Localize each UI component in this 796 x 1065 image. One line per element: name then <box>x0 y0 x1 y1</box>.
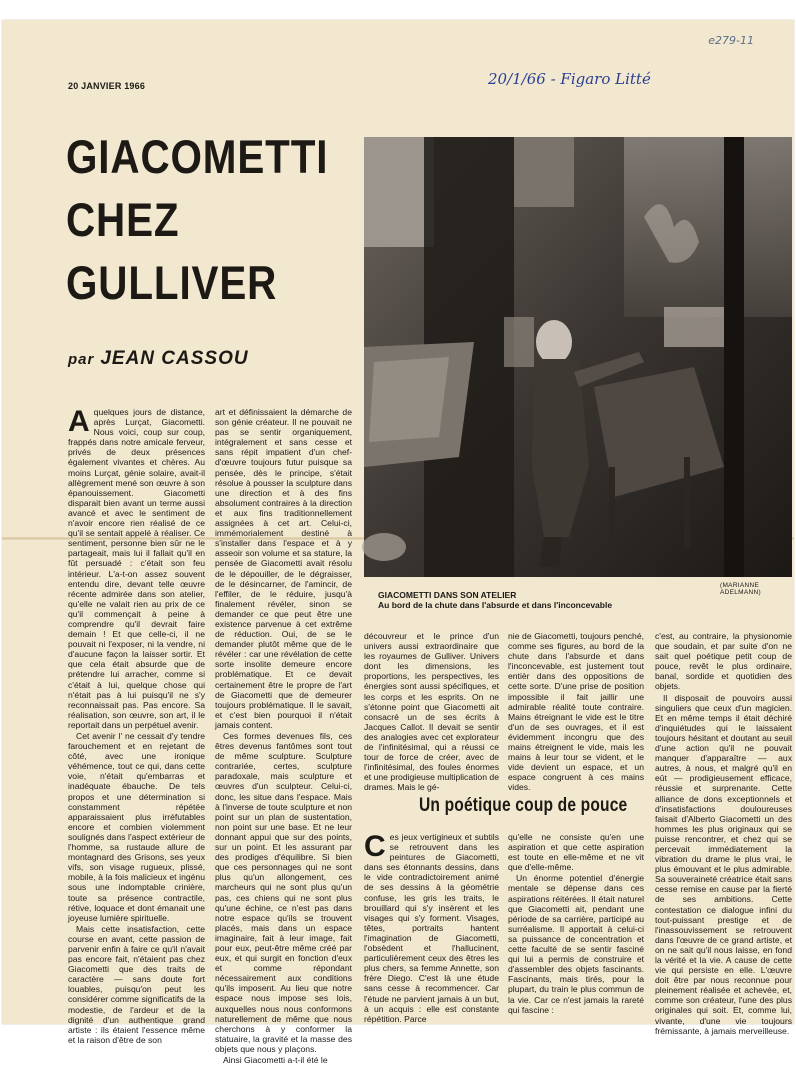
paragraph: Un énorme potentiel d'énergie mentale se dépense dans ces aspirations réitérées. Il était naturel que Giacometti ait, pendant une période de sa carrière, participé au surréalisme. Il apportait à celui-ci sa puissance de concentration et cette faculté de se sentir fasciné qui lui a permis de construire et d'assembler des objets fascinants. Fascinants, mais tirés, pour la plupart, du train le plus commun de la vie. Car ce n'est jamais la rareté qui fascine : <box>508 873 644 1015</box>
byline-prefix: par <box>68 351 95 368</box>
caption-text: Au bord de la chute dans l'absurde et dans l'inconcevable <box>378 600 613 610</box>
paragraph: Cet avenir l' ne cessait d'y tendre farouchement et en rejetant de côté, avec une ironique véhémence, tout ce qui, dans cette voie, n'était qu'embarras et inadéquate ébauche. De tels propos et une détermination si constamment répétée apparaissaient plus irréfutables encore et combien violemment soulignés dans l'aspect extérieur de l'homme, sa rustaude allure de montagnard des Grisons, ses yeux vifs, son visage rugueux, plissé, mobile, à la fois malicieux et ingénu sous une indomptable crinière, toute sa présence contractile, rétive, loquace et dont émanait une joyeuse lumière spirituelle. <box>68 731 205 923</box>
paragraph: Ces formes devenues fils, ces êtres devenus fantômes sont tout de même sculpture. Sculpture contrariée, certes, sculpture paradoxale, mais sculpture et œuvres d'un sculpteur. Celui-ci, donc, les situe dans l'espace. Mais à l'inverse de toute sculpture et non point sur un plan de sustentation, non point sur une base. Et ne leur donnant appui que sur des points, sur un point. Et les assurant par des prodiges d'équilibre. Si bien que ces personnages qui ne sont plus qu'un allongement, ces marcheurs qui ne sont plus qu'un pas, ces chiens qui ne sont plus qu'une échine, ce n'est pas dans notre espace qu'ils se trouvent placés, mais dans un espace imaginaire, fait à leur image, fait pour eux, peut-être même créé par eux, et qui surgit en fonction d'eux et comme répondant nécessairement aux conditions qu'ils imposent. Au lieu que notre espace nous impose ses lois, auxquelles nous nous conformons naturellement de même que nous cherchons à y conformer la statuaire, la gravité et la masse des objets que nous y plaçons. <box>215 731 352 1054</box>
headline <box>66 125 329 314</box>
atelier-photo <box>364 137 792 577</box>
photo-credit: (MARIANNE ADELMANN) <box>720 582 761 596</box>
article-column-4 <box>508 631 644 793</box>
atelier-photo-image <box>364 137 792 577</box>
article-column-5 <box>655 631 792 1036</box>
byline-author: JEAN CASSOU <box>100 348 249 369</box>
subheading: Un poétique coup de pouce <box>419 795 628 816</box>
newspaper-clipping <box>2 20 794 1065</box>
headline-line: CHEZ <box>66 193 180 246</box>
paragraph: Mais cette insatisfaction, cette course en avant, cette passion de parvenir enfin à faire ce qu'il n'avait pas encore fait, n'étaient pas chez Giacometti que des traits de caractère — sans doute fort louables, puisqu'on peut les considérer comme significatifs de la modestie, de l'ardeur et de la dignité d'un authentique grand artiste : ils étaient l'essence même et la raison d'être de son <box>68 923 205 1045</box>
paragraph: c'est, au contraire, la physionomie que soudain, et par suite d'on ne sait quel poétique petit coup de pouce, revêt le plus ordinaire, banal, sordide et quotidien des objets. <box>655 631 792 692</box>
paragraph: nie de Giacometti, toujours penché, comme ses figures, au bord de la chute dans l'absurde et dans l'inconcevable, est justement tout entièr dans des oppositions de cette sorte. D'une prise de position impossible il fait jaillir une admirable réalité toute contraire. Mains étreignant le vide est le titre d'un de ses ouvrages, et il est évidemment incongru que des mains étreignent le vide, mais les mains à leur tour se vident, et le vide devient un espace, et un espace congruent à ces mains vides. <box>508 631 644 793</box>
paragraph: Il disposait de pouvoirs aussi singuliers que ceux d'un magicien. Et en même temps il était déchiré d'inquiétudes qui le laissaient toujours hésitant et doutant au seuil d'une action qu'il ne pouvait manquer d'apparaître — aux autres, à nous, et malgré qu'il en eût — prodigieusement efficace, réussie et surprenante. Cette alliance de dons exceptionnels et d'insatisfactions douloureuses faisait d'Alberto Giacometti un des hommes les plus originaux qui se puisse rencontrer, et chez qui se percevait immédiatement la vibration du drame le plus vrai, le plus émouvant et le plus admirable. Sa souveraineté créatrice était sans cesse remise en cause par la fierté de ses ambitions. Cette contestation ce dialogue infini du tout-puissant prestige et de l'inassouvissement se retrouvent dans l'œuvre de ce grand artiste, et on ne sait qu'il nous laisse, en fond la vérité et la vie. A cause de cette vie qui persiste en elle. L'œuvre doit être par nous reconnue pour pleinement réalisée et achevée, et, comme son créateur, l'une des plus originales qui soit. Et, comme lui, vivante, d'une vie toujours frémissante, à jamais merveilleuse. <box>655 692 792 1036</box>
archive-reference: e279-11 <box>708 34 754 47</box>
dropcap-c: C <box>364 830 386 863</box>
dropcap-a: A <box>68 405 90 438</box>
paragraph: découvreur et le prince d'un univers aussi extraordinaire que les royaumes de Gulliver. Univers dont les dimensions, les proportions, les perspectives, les énergies sont aussi spécifiques, et les corps et les esprits. On ne s'étonne point que Giacometti ait consacré un de ses écrits à Jacques Callot. Il devait se sentir des analogies avec cet explorateur de l'infinitésimal, qui a réussi ce tour de force de créer, avec de l'infinitésimal, des foules énormes et une prodigieuse multiplication de drames. Mais le gé- <box>364 631 499 793</box>
headline-line: GIACOMETTI <box>66 130 329 183</box>
paragraph: art et définissaient la démarche de son génie créateur. Il ne pouvait ne pas se sentir organiquement, intégralement et sans cesse et sans répit impatient d'un chef-d'œuvre toujours futur puisque sa pensée, dès le principe, s'était résolue à pousser la sculpture dans une direction et à des fins absolument contraires à la direction et aux fins traditionnellement assignées à cet art. Celui-ci, immémorialement destiné à s'installer dans l'espace et à y asseoir son volume et sa stature, la pensée de Giacometti avait résolu de le dépouiller, de le dégraisser, de le désincarner, de l'amincir, de l'effiler, de le réduire, jusqu'à finalement révéler, sinon se demander ce que peut être une existence parvenue à cet extrême de réduction. Oui, de se le demander plutôt même que de le révéler : car une révélation de cette sorte insolite demeure encore problématique. Et ce devait certainement être le propre de l'art de Giacometti que de demeurer toujours problématique. Il le savait, et c'est bien pourquoi il n'était jamais content. <box>215 407 352 730</box>
byline <box>68 348 249 370</box>
dateline: 20 JANVIER 1966 <box>68 81 146 91</box>
caption-title: GIACOMETTI DANS SON ATELIER <box>378 590 517 600</box>
article-column-2 <box>215 407 352 1065</box>
paragraph: quelques jours de distance, après Lurçat, Giacometti. Nous voici, coup sur coup, frappés dans notre amicale ferveur, privés de deux présences également vivantes et chères. Au moins Lurçat, génie solaire, avait-il allègrement mené son œuvre à son épanouissement. Giacometti disparait bien avant un terme aussi avancé et avec le sentiment de n'avoir encore rien réalisé de ce qu'il se sentait appelé à réaliser. Ce sentiment, personne bien sûr ne le partageait, mais lui il fallait qu'il en fût persuadé : c'était son feu intérieur. L'a-t-on assez souvent entendu dire, devant telle œuvre récente admirée dans son atelier, qu'elle ne valait rien au prix de ce qu'il commençait à peine à comprendre qu'il devrait faire demain ! Et que celle-ci, il ne pouvait ni l'exposer, ni la vendre, ni d'aucune façon la laisser sortir. Et que cela était absurde que de prétendre lui arracher, comme si c'était à lui, quelque chose qui n'était pas à lui puisqu'il ne s'y reconnaissait pas. Pas encore. Sa réalisation, son œuvre, son art, il le reportait dans un perpétuel avenir. <box>68 407 205 730</box>
handwritten-note: 20/1/66 - Figaro Litté <box>488 70 651 88</box>
photo-caption <box>378 590 612 610</box>
article-column-3 <box>364 631 499 793</box>
paragraph: es jeux vertigineux et subtils se retrouvent dans les peintures de Giacometti, dans ses étonnants dessins, dans le vide contradictoirement animé de ses dessins à la géométrie confuse, les gris les traits, le brouillard qui s'y insèrent et les visages qui s'y forment. Visages, têtes, portraits hantent l'imagination de Giacometti, l'obsèdent et l'hallucinent, particulièrement ceux des êtres les plus chers, sa femme Annette, son frère Diego. C'est là une étude sans cesse à recommencer. Car l'étude ne parvient jamais à un but, à un acquis : elle est constante répétition. Parce <box>364 832 499 1024</box>
paragraph: qu'elle ne consiste qu'en une aspiration et que cette aspiration est toute en elle-même et ne vit que d'elle-même. <box>508 832 644 873</box>
article-column-1 <box>68 405 205 1045</box>
headline-line: GULLIVER <box>66 256 278 309</box>
article-column-3-lower <box>364 830 499 1024</box>
paragraph: Ainsi Giacometti a-t-il été le <box>223 1055 328 1065</box>
article-column-4-lower <box>508 832 644 1019</box>
